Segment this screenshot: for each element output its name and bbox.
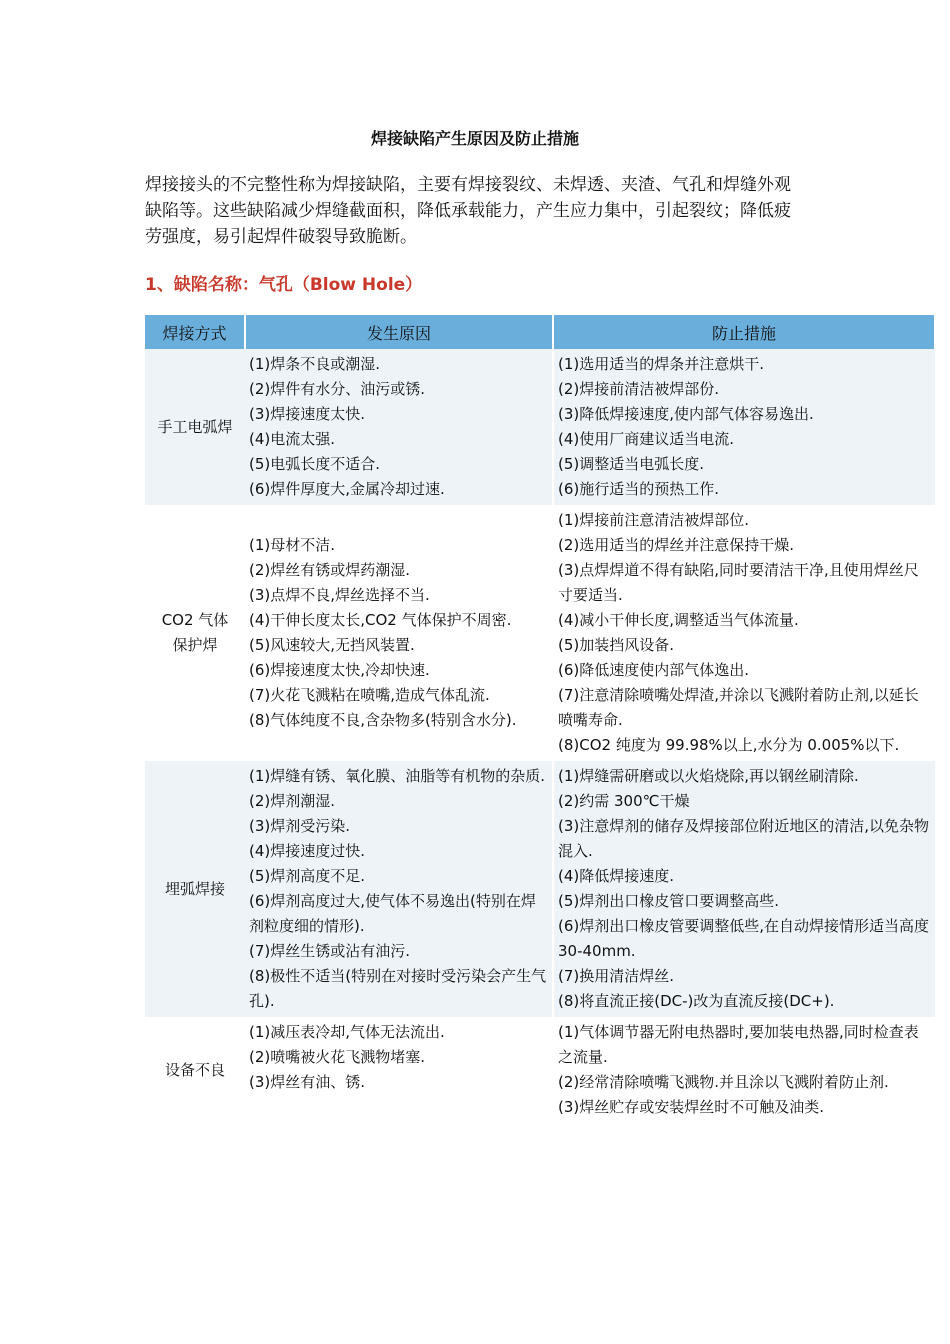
cause-item: (1)焊条不良或潮湿. (249, 355, 381, 373)
cause-item: (6)焊件厚度大,金属冷却过速. (249, 480, 445, 498)
header-method: 焊接方式 (145, 315, 245, 349)
measure-item: (1)焊接前注意清洁被焊部位. (558, 511, 750, 529)
measures-cell (553, 761, 935, 1017)
measure-item: (3)焊丝贮存或安装焊丝时不可触及油类. (558, 1098, 825, 1116)
measure-item: (6)降低速度使内部气体逸出. (558, 661, 750, 679)
cause-item: (5)电弧长度不适合. (249, 455, 381, 473)
header-causes: 发生原因 (245, 315, 553, 349)
measure-item: (3)点焊焊道不得有缺陷,同时要清洁干净,且使用焊丝尺寸要适当. (558, 561, 919, 604)
cause-item: (4)焊接速度过快. (249, 842, 366, 860)
cause-item: (5)风速较大,无挡风装置. (249, 636, 415, 654)
cause-item: (8)极性不适当(特别在对接时受污染会产生气孔). (249, 967, 547, 1010)
cause-item: (2)焊剂潮湿. (249, 792, 336, 810)
cause-item: (7)火花飞溅粘在喷嘴,造成气体乱流. (249, 686, 490, 704)
measure-item: (4)减小干伸长度,调整适当气体流量. (558, 611, 799, 629)
method-label: 设备不良 (164, 1060, 225, 1079)
cause-item: (1)母材不洁. (249, 536, 336, 554)
cause-item: (3)点焊不良,焊丝选择不当. (249, 586, 430, 604)
cause-item: (2)焊件有水分、油污或锈. (249, 380, 426, 398)
causes-cell (245, 761, 553, 1017)
measures-cell (553, 349, 935, 505)
section-heading: 1、缺陷名称：气孔（Blow Hole） (145, 275, 423, 295)
measure-item: (2)选用适当的焊丝并注意保持干燥. (558, 536, 795, 554)
intro-paragraph: 焊接接头的不完整性称为焊接缺陷，主要有焊接裂纹、未焊透、夹渣、气孔和焊缝外观缺陷等。这些缺陷减少焊缝截面积，降低承载能力，产生应力集中，引起裂纹；降低疲劳强度，易引起焊件破裂导致脆断。 (145, 175, 791, 247)
cause-item: (1)焊缝有锈、氧化膜、油脂等有机物的杂质. (249, 767, 546, 785)
measure-item: (8)将直流正接(DC-)改为直流反接(DC+). (558, 992, 835, 1010)
measure-item: (6)施行适当的预热工作. (558, 480, 720, 498)
cause-item: (1)减压表冷却,气体无法流出. (249, 1023, 445, 1041)
method-cell (145, 505, 245, 761)
defect-table (145, 315, 936, 1123)
measure-item: (5)调整适当电弧长度. (558, 455, 705, 473)
measure-item: (5)焊剂出口橡皮管口要调整高些. (558, 892, 780, 910)
method-cell (145, 1017, 245, 1123)
measure-item: (4)使用厂商建议适当电流. (558, 430, 735, 448)
cause-item: (3)焊丝有油、锈. (249, 1073, 366, 1091)
causes-cell (245, 349, 553, 505)
causes-cell (245, 505, 553, 761)
cause-item: (2)喷嘴被火花飞溅物堵塞. (249, 1048, 426, 1066)
table-header-row (145, 315, 935, 349)
cause-item: (6)焊剂高度过大,使气体不易逸出(特别在焊剂粒度细的情形). (249, 892, 536, 935)
measures-cell (553, 505, 935, 761)
method-label: 手工电弧焊 (157, 417, 233, 436)
cause-item: (4)干伸长度太长,CO2 气体保护不周密. (249, 611, 512, 629)
page-title: 焊接缺陷产生原因及防止措施 (370, 129, 579, 148)
causes-cell (245, 1017, 553, 1123)
header-measures: 防止措施 (553, 315, 935, 349)
method-cell (145, 761, 245, 1017)
measure-item: (6)焊剂出口橡皮管要调整低些,在自动焊接情形适当高度 30-40mm. (558, 917, 930, 960)
measure-item: (5)加装挡风设备. (558, 636, 675, 654)
table-row (145, 505, 935, 761)
measure-item: (2)约需 300℃干燥 (558, 792, 690, 810)
measure-item: (2)经常清除喷嘴飞溅物.并且涂以飞溅附着防止剂. (558, 1073, 889, 1091)
method-label: CO2 气体 (161, 611, 229, 629)
table-row (145, 761, 935, 1017)
table-row (145, 1017, 935, 1123)
method-cell (145, 349, 245, 505)
method-label: 保护焊 (172, 636, 218, 654)
measure-item: (3)降低焊接速度,使内部气体容易逸出. (558, 405, 814, 423)
cause-item: (2)焊丝有锈或焊药潮湿. (249, 561, 411, 579)
measure-item: (1)选用适当的焊条并注意烘干. (558, 355, 765, 373)
cause-item: (3)焊剂受污染. (249, 817, 351, 835)
cause-item: (6)焊接速度太快,冷却快速. (249, 661, 430, 679)
cause-item: (7)焊丝生锈或沾有油污. (249, 942, 411, 960)
measure-item: (2)焊接前清洁被焊部份. (558, 380, 720, 398)
cause-item: (4)电流太强. (249, 430, 336, 448)
measure-item: (7)换用清洁焊丝. (558, 967, 675, 985)
cause-item: (8)气体纯度不良,含杂物多(特别含水分). (249, 711, 517, 729)
table-row (145, 349, 935, 505)
measure-item: (1)焊缝需研磨或以火焰烧除,再以钢丝刷清除. (558, 767, 859, 785)
measures-cell (553, 1017, 935, 1123)
measure-item: (7)注意清除喷嘴处焊渣,并涂以飞溅附着防止剂,以延长喷嘴寿命. (558, 686, 919, 729)
measure-item: (8)CO2 纯度为 99.98%以上,水分为 0.005%以下. (558, 736, 900, 754)
cause-item: (3)焊接速度太快. (249, 405, 366, 423)
measure-item: (3)注意焊剂的储存及焊接部位附近地区的清洁,以免杂物混入. (558, 817, 930, 860)
measure-item: (1)气体调节器无附电热器时,要加装电热器,同时检查表之流量. (558, 1023, 919, 1066)
cause-item: (5)焊剂高度不足. (249, 867, 366, 885)
measure-item: (4)降低焊接速度. (558, 867, 675, 885)
method-label: 埋弧焊接 (164, 879, 225, 898)
